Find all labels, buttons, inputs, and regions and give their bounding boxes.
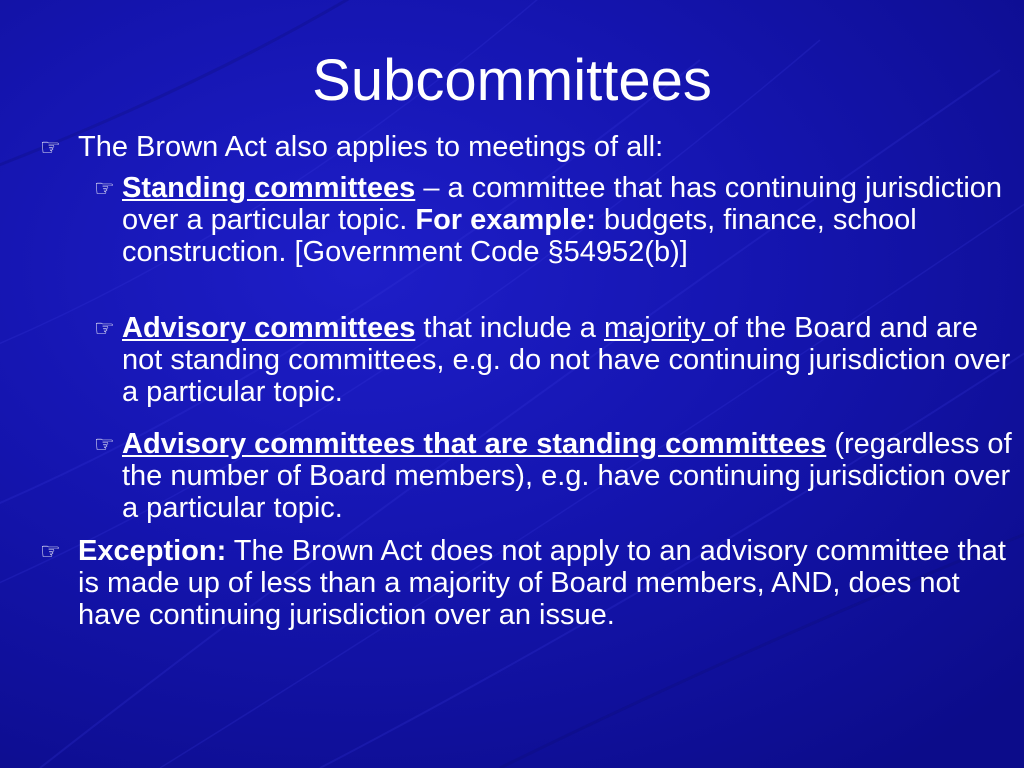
pointing-hand-icon: ☞ <box>40 538 61 564</box>
bullet-advisory-committees <box>94 312 1014 408</box>
standing-committees-term: Standing committees <box>122 172 416 204</box>
exception-label: Exception: <box>78 535 227 567</box>
bullet-exception <box>40 535 1013 631</box>
advisory-committees-term: Advisory committees <box>122 312 416 344</box>
bullet-intro-text: The Brown Act also applies to meetings of all: <box>78 131 664 163</box>
bullet-advisory-standing-committees <box>94 428 1014 524</box>
standing-committees-examples: budgets, finance, school construction. [Government Code §54952(b)] <box>122 204 917 268</box>
bullet-intro <box>40 131 1013 163</box>
standing-committees-definition: – a committee that has continuing jurisdiction over a particular topic. <box>122 172 1003 236</box>
advisory-committees-text-b: of the Board and are not standing committees, e.g. do not have continuing jurisdiction over a particular topic. <box>122 312 1011 408</box>
for-example-label: For example: <box>415 204 596 236</box>
advisory-committees-text-a: that include a <box>415 312 604 344</box>
advisory-standing-term: Advisory committees that are standing committees <box>122 428 827 460</box>
advisory-standing-text: (regardless of the number of Board members), e.g. have continuing jurisdiction over a particular topic. <box>122 428 1012 524</box>
slide-title: Subcommittees <box>312 48 712 113</box>
pointing-hand-icon: ☞ <box>40 134 61 160</box>
majority-emphasis: majority <box>603 312 714 344</box>
exception-text: The Brown Act does not apply to an advisory committee that is made up of less than a majority of Board members, AND, does not have continuing jurisdiction over an issue. <box>78 535 1006 631</box>
pointing-hand-icon: ☞ <box>94 175 115 201</box>
pointing-hand-icon: ☞ <box>94 315 115 341</box>
bullet-standing-committees <box>94 172 1014 268</box>
pointing-hand-icon: ☞ <box>94 431 115 457</box>
